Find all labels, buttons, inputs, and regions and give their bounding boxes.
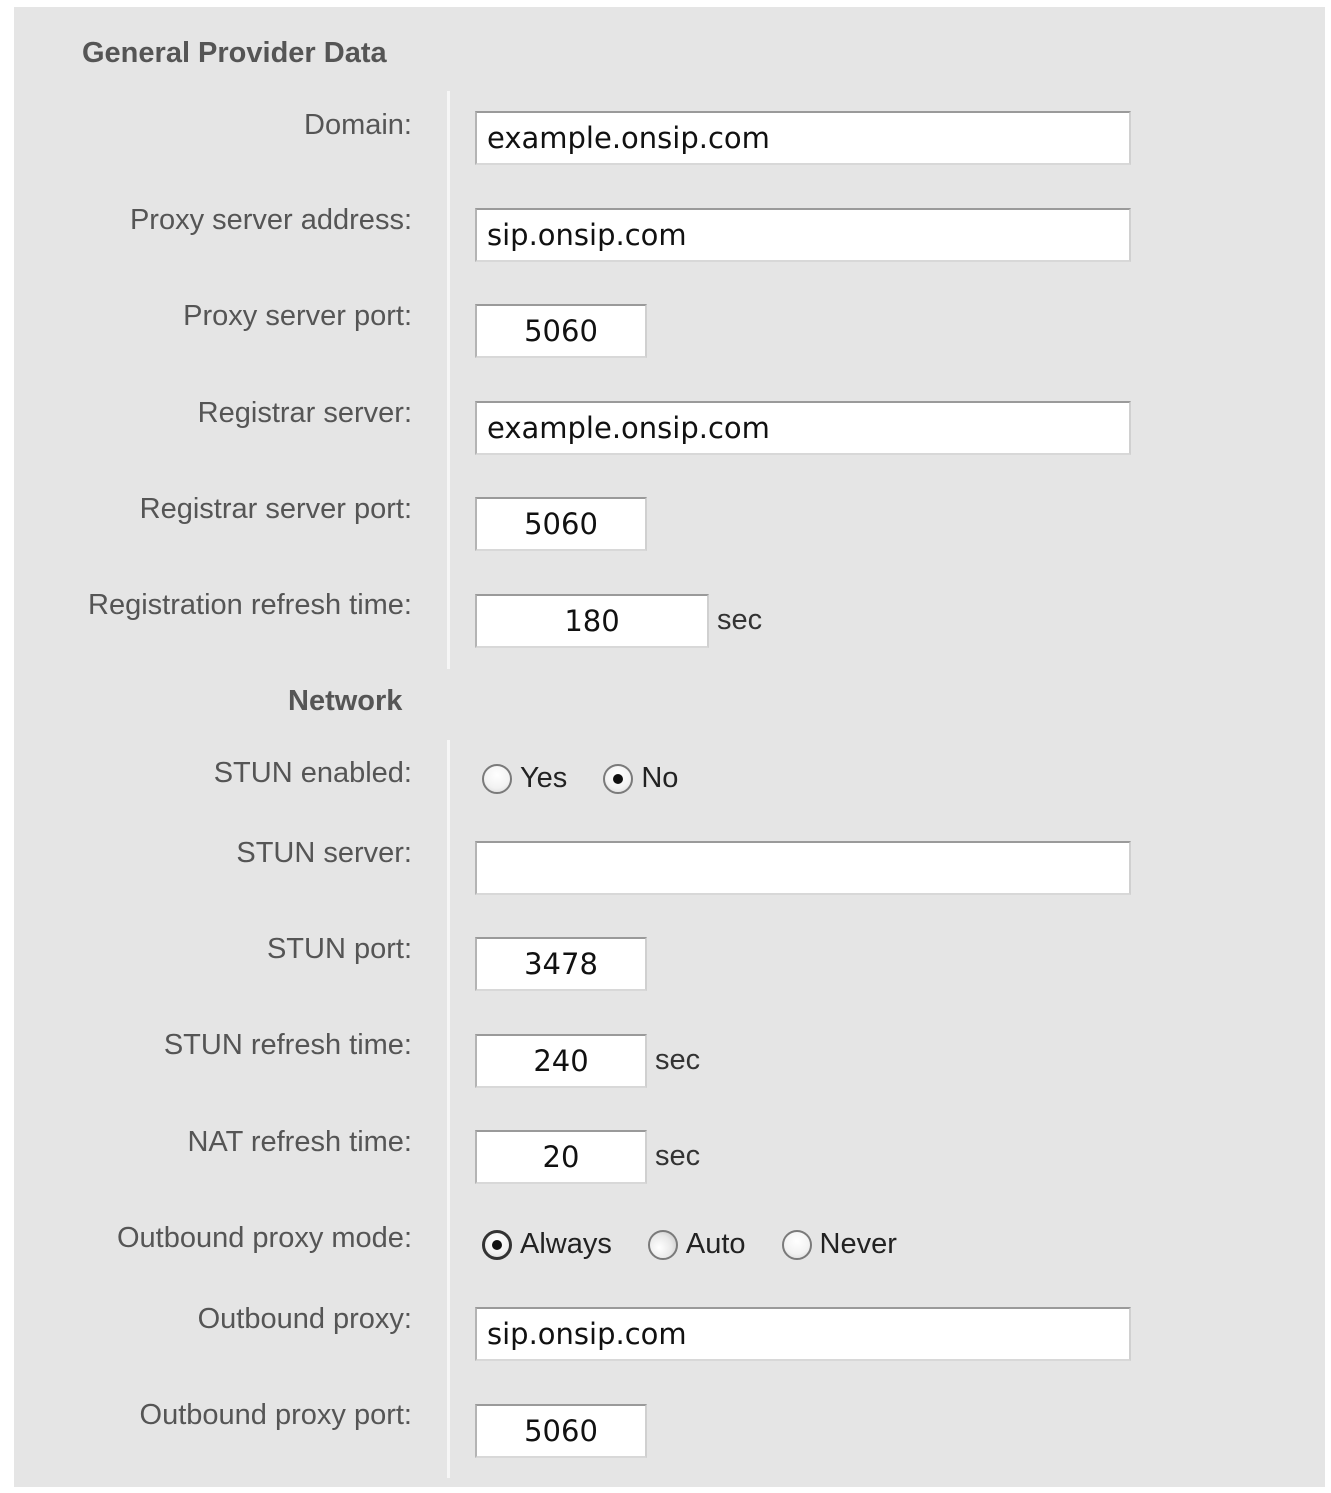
proxy-port-label: Proxy server port: <box>183 300 412 332</box>
stun-yes-label: Yes <box>520 762 568 794</box>
registration-refresh-label: Registration refresh time: <box>88 589 412 621</box>
nat-refresh-label: NAT refresh time: <box>187 1126 412 1158</box>
domain-label: Domain: <box>304 109 412 141</box>
registrar-port-field[interactable]: 5060 <box>475 497 647 551</box>
stun-port-field[interactable]: 3478 <box>475 937 647 991</box>
stun-yes-radio[interactable] <box>482 764 512 794</box>
stun-enabled-no-option[interactable] <box>603 762 678 795</box>
general-section-divider <box>447 91 450 669</box>
stun-enabled-yes-option[interactable] <box>482 762 567 795</box>
outbound-always-label: Always <box>520 1228 612 1260</box>
outbound-auto-label: Auto <box>685 1228 746 1260</box>
registrar-server-label: Registrar server: <box>197 397 412 429</box>
stun-server-field[interactable] <box>475 841 1131 895</box>
outbound-auto-radio[interactable] <box>648 1230 678 1260</box>
stun-enabled-label: STUN enabled: <box>213 757 412 789</box>
network-section-title: Network <box>288 685 403 717</box>
stun-port-label: STUN port: <box>266 933 412 965</box>
outbound-never-radio[interactable] <box>782 1230 812 1260</box>
proxy-address-label: Proxy server address: <box>129 204 412 236</box>
stun-server-label: STUN server: <box>236 837 412 869</box>
registrar-server-field[interactable]: example.onsip.com <box>475 401 1131 455</box>
outbound-proxy-field[interactable]: sip.onsip.com <box>475 1307 1131 1361</box>
proxy-port-field[interactable]: 5060 <box>475 304 647 358</box>
outbound-mode-always-option[interactable] <box>482 1228 612 1261</box>
stun-refresh-label: STUN refresh time: <box>163 1029 412 1061</box>
outbound-mode-auto-option[interactable] <box>648 1228 746 1261</box>
general-section-title: General Provider Data <box>82 37 387 69</box>
stun-refresh-unit: sec <box>655 1044 701 1076</box>
registration-refresh-field[interactable]: 180 <box>475 594 709 648</box>
domain-field[interactable]: example.onsip.com <box>475 111 1131 165</box>
provider-settings-panel <box>14 7 1325 1487</box>
nat-refresh-field[interactable]: 20 <box>475 1130 647 1184</box>
outbound-port-field[interactable]: 5060 <box>475 1404 647 1458</box>
stun-no-radio[interactable] <box>603 764 633 794</box>
outbound-never-label: Never <box>819 1228 897 1260</box>
registration-refresh-unit: sec <box>717 604 763 636</box>
stun-enabled-radio-group <box>482 762 714 795</box>
proxy-address-field[interactable]: sip.onsip.com <box>475 208 1131 262</box>
nat-refresh-unit: sec <box>655 1140 701 1172</box>
stun-refresh-field[interactable]: 240 <box>475 1034 647 1088</box>
stun-no-label: No <box>641 762 679 794</box>
outbound-mode-radio-group <box>482 1228 933 1261</box>
network-section-divider <box>447 740 450 1478</box>
outbound-mode-never-option[interactable] <box>782 1228 897 1261</box>
outbound-proxy-label: Outbound proxy: <box>197 1303 412 1335</box>
registrar-port-label: Registrar server port: <box>139 493 412 525</box>
outbound-mode-label: Outbound proxy mode: <box>116 1222 412 1254</box>
outbound-always-radio[interactable] <box>482 1230 512 1260</box>
outbound-port-label: Outbound proxy port: <box>139 1399 412 1431</box>
